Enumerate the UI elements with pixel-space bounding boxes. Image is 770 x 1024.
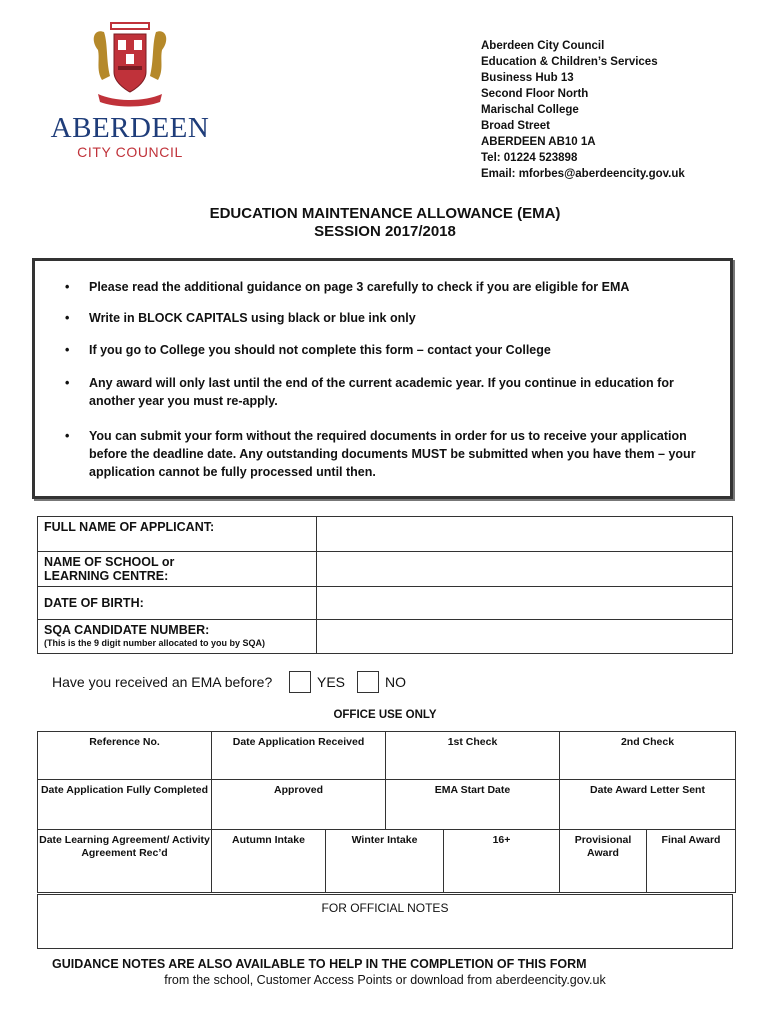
address-line: Business Hub 13 — [481, 72, 574, 84]
coat-of-arms-icon — [88, 20, 172, 112]
yes-label: YES — [317, 674, 346, 690]
guidance-note-source: from the school, Customer Access Points or download from aberdeencity.gov.uk — [164, 973, 606, 987]
official-notes-box[interactable]: FOR OFFICIAL NOTES — [37, 894, 733, 949]
guidance-note-heading: GUIDANCE NOTES ARE ALSO AVAILABLE TO HELP IN THE COMPLETION OF THIS FORM — [52, 957, 587, 971]
dob-label: DATE OF BIRTH: — [38, 587, 317, 620]
logo-wordmark: ABERDEEN — [50, 112, 210, 144]
council-logo — [50, 20, 210, 160]
full-name-label: FULL NAME OF APPLICANT: — [38, 517, 317, 552]
approved-cell[interactable]: Approved — [212, 780, 386, 830]
address-line: Second Floor North — [481, 88, 589, 100]
bullet-icon: • — [65, 429, 70, 443]
instruction-item: • Any award will only last until the end of the current academic year. If you continue in education for another year you must re-apply. — [65, 376, 674, 408]
address-line: Aberdeen City Council — [481, 40, 605, 52]
form-title: EDUCATION MAINTENANCE ALLOWANCE (EMA) — [209, 205, 561, 222]
autumn-intake-cell[interactable]: Autumn Intake — [212, 830, 326, 892]
no-checkbox[interactable] — [357, 671, 379, 693]
school-field[interactable] — [317, 552, 733, 587]
applicant-table — [37, 516, 733, 654]
bullet-icon: • — [65, 280, 70, 294]
reference-no-cell[interactable]: Reference No. — [38, 732, 212, 780]
sqa-label: SQA CANDIDATE NUMBER: (This is the 9 digit number allocated to you by SQA) — [38, 620, 317, 654]
award-letter-sent-cell[interactable]: Date Award Letter Sent — [560, 780, 735, 830]
address-line: Tel: 01224 523898 — [481, 152, 578, 164]
final-award-cell[interactable]: Final Award — [661, 834, 721, 846]
bullet-icon: • — [65, 376, 70, 390]
date-received-cell[interactable]: Date Application Received — [212, 732, 386, 780]
provisional-award-cell[interactable]: Provisional Award — [560, 830, 647, 892]
sixteen-plus-cell[interactable]: 16+ — [444, 830, 560, 892]
address-line: Education & Children’s Services — [481, 56, 658, 68]
no-label: NO — [385, 674, 406, 690]
sqa-field[interactable] — [317, 620, 733, 654]
previous-ema-question: Have you received an EMA before? — [52, 674, 273, 690]
address-line: ABERDEEN AB10 1A — [481, 136, 596, 148]
address-line: Broad Street — [481, 120, 551, 132]
form-session: SESSION 2017/2018 — [314, 223, 456, 240]
logo-subtitle: CITY COUNCIL — [77, 144, 183, 160]
winter-intake-cell[interactable]: Winter Intake — [326, 830, 444, 892]
second-check-cell[interactable]: 2nd Check — [560, 732, 735, 780]
instructions-box — [32, 258, 733, 499]
address-email: Email: mforbes@aberdeencity.gov.uk — [481, 168, 685, 180]
school-label: NAME OF SCHOOL or LEARNING CENTRE: — [38, 552, 317, 587]
first-check-cell[interactable]: 1st Check — [386, 732, 560, 780]
date-completed-cell[interactable]: Date Application Fully Completed — [38, 780, 212, 830]
learning-agreement-cell[interactable]: Date Learning Agreement/ Activity Agreement Rec’d — [38, 830, 212, 892]
instruction-item: • Write in BLOCK CAPITALS using black or blue ink only — [65, 311, 416, 325]
full-name-field[interactable] — [317, 517, 733, 552]
address-block — [481, 38, 685, 182]
instruction-item: • Please read the additional guidance on page 3 carefully to check if you are eligible for EMA — [65, 280, 630, 294]
office-use-grid — [37, 731, 736, 893]
ema-start-date-cell[interactable]: EMA Start Date — [386, 780, 560, 830]
dob-field[interactable] — [317, 587, 733, 620]
yes-checkbox[interactable] — [289, 671, 311, 693]
instruction-item: • You can submit your form without the required documents in order for us to receive your application before the deadline date. Any outstanding documents MUST be submitted when you have them – your application cannot be fully processed until then. — [65, 429, 696, 479]
bullet-icon: • — [65, 311, 70, 325]
bullet-icon: • — [65, 343, 70, 357]
address-line: Marischal College — [481, 104, 579, 116]
office-use-heading: OFFICE USE ONLY — [333, 709, 437, 721]
instruction-item: • If you go to College you should not complete this form – contact your College — [65, 343, 551, 357]
sqa-note: (This is the 9 digit number allocated to you by SQA) — [44, 638, 266, 648]
